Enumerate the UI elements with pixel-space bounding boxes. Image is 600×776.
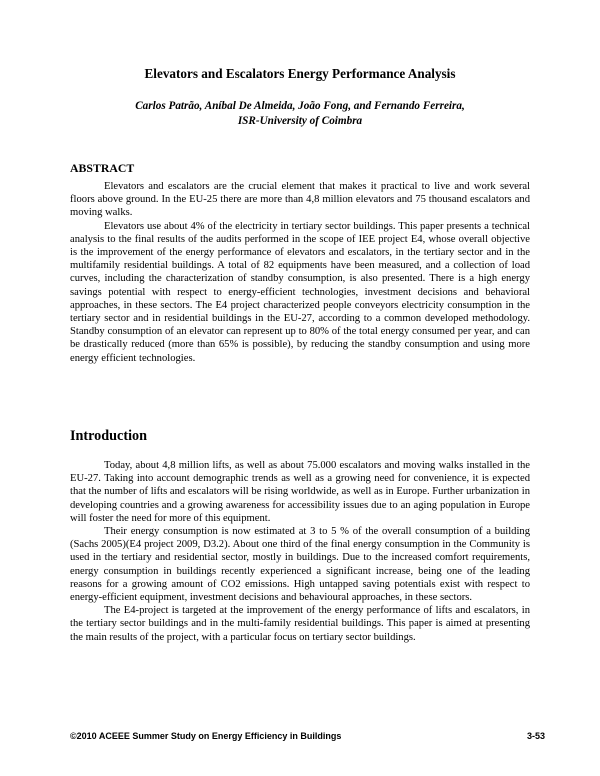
author-affiliation: ISR-University of Coimbra	[237, 115, 363, 127]
paper-title: Elevators and Escalators Energy Performance Analysis	[144, 66, 456, 81]
introduction-paragraph: Their energy consumption is now estimated at 3 to 5 % of the overall consumption of a building (Sachs 2005)(E4 project 2009, D3.2). About one third of the final energy consumption in the Community is used in the tertiary and residential sector, mostly in buildings. Due to the increased comfort requirements, energy consumption in buildings recently experienced a significant increase, being one of the leading reasons for a growing amount of CO2 emissions. High untapped saving potentials exist with respect to energy-efficient equipment, investment decisions and behavioural approaches, in these sectors.	[70, 526, 530, 604]
introduction-heading: Introduction	[70, 428, 147, 444]
page-footer	[70, 731, 545, 741]
author-names: Carlos Patrão, Aníbal De Almeida, João Fong, and Fernando Ferreira,	[135, 100, 465, 112]
abstract-paragraph: Elevators use about 4% of the electricity in tertiary sector buildings. This paper presents a technical analysis to the final results of the audits performed in the scope of IEE project E4, whose overall objective is the improvement of the energy performance of elevators and escalators, in the tertiary sector and in the multifamily residential buildings. A total of 82 equipments have been measured, and a collection of load curves, including the characterization of standby consumption, is also presented. There is a high energy savings potential with respect to energy-efficient technologies, investment decisions and behavioral approaches, in these sectors. The E4 project characterized people conveyors electricity consumption in the tertiary sector and in residential buildings in the EU-27, according to a common developed methodology. Standby consumption of an elevator can represent up to 80% of the total energy consumed per year, and can be drastically reduced (more than 65% is possible), by reducing the standby consumption and using more energy efficient technologies.	[70, 220, 530, 364]
page-number: 3-53	[526, 731, 545, 741]
introduction-paragraph: Today, about 4,8 million lifts, as well as about 75.000 escalators and moving walks installed in the EU-27. Taking into account demographic trends as well as a growing need for convenience, it is expected that the number of lifts and escalators will be rising worldwide, as well as in Europe. Further urbanization in developing countries and a growing awareness for accessibility issues due to an aging population in Europe will foster the need for more of this equipment.	[70, 460, 530, 524]
introduction-paragraph: The E4-project is targeted at the improvement of the energy performance of lifts and escalators, in the tertiary sector buildings and in the multi-family residential buildings. This paper is aimed at presenting the main results of the project, with a particular focus on tertiary sector buildings.	[70, 605, 530, 643]
footer-copyright: ©2010 ACEEE Summer Study on Energy Efficiency in Buildings	[70, 731, 342, 741]
introduction-body	[70, 459, 530, 644]
abstract-body	[70, 180, 530, 365]
abstract-paragraph: Elevators and escalators are the crucial element that makes it practical to live and work several floors above ground. In the EU-25 there are more than 4,8 million elevators and 75 thousand escalators and moving walks.	[70, 181, 530, 219]
abstract-heading: ABSTRACT	[70, 161, 135, 175]
author-block	[0, 99, 600, 129]
